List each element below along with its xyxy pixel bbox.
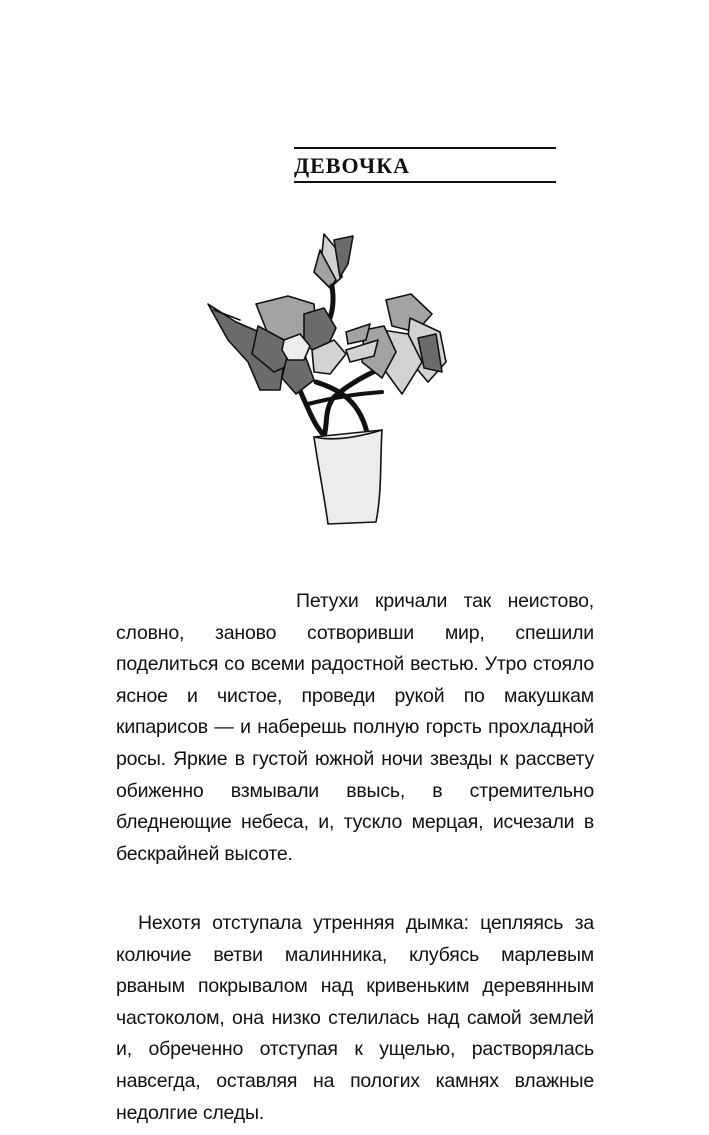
vase bbox=[314, 430, 382, 524]
body-text bbox=[116, 586, 594, 1135]
chapter-title-block bbox=[294, 147, 556, 183]
paragraph bbox=[116, 876, 594, 1129]
paragraph-text: Нехотя отступала утренняя дымка: цепляясь за колючие ветви малинника, клубясь марлевым рваным покрывалом над кривеньким деревянным частоколом, она низко стелилась над самой землей и, обреченно отступая к ущелью, растворялась навсегда, оставляя на пологих камнях влажные недолгие следы. bbox=[116, 911, 594, 1124]
chapter-title: ДЕВОЧКА bbox=[294, 153, 411, 178]
paragraph: Петухи кричали так неистово, словно, заново сотворивши мир, спешили поделиться со всеми радостной вестью. Утро стояло ясное и чистое, проведи рукой по макушкам кипарисов — и наберешь полную горсть прохладной росы. Яркие в густой южной ночи звезды к рассвету обиженно взмывали ввысь, в стремительно бледнеющие небеса, и, тускло мерцая, исчезали в бескрайней высоте. bbox=[116, 590, 594, 865]
flower-vase-illustration bbox=[196, 222, 466, 552]
